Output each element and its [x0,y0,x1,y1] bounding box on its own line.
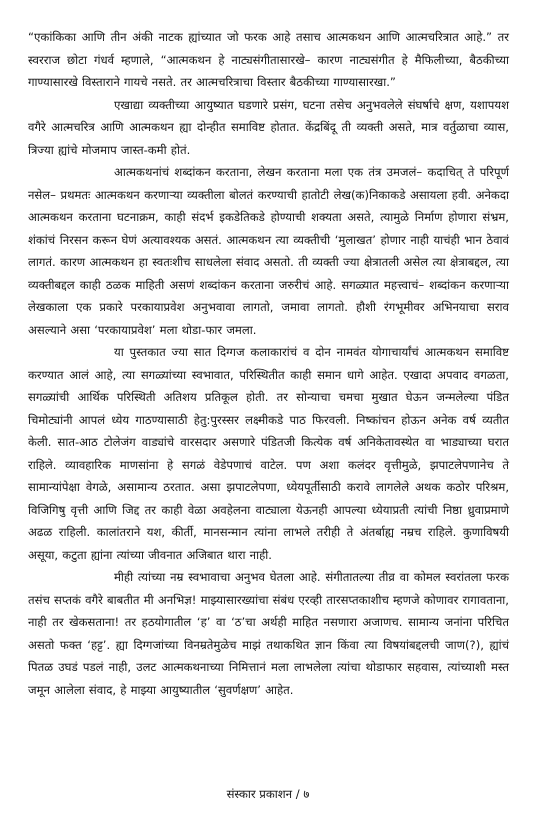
paragraph-life-events: एखाद्या व्यक्तीच्या आयुष्यात घडणारे प्रसंग, घटना तसेच अनुभवलेले संघर्षाचे क्षण, यशापयश वगैरे आत्मचरित्र आणि आत्मकथन ह्या दोन्हीत समाविष्ट होतात. केंद्रबिंदू ती व्यक्ती असते, मात्र वर्तुळाचा व्यास, त्रिज्या ह्यांचे मोजमाप जास्त-कमी होतं. [28,97,509,157]
page-footer: संस्कार प्रकाशन / ७ [226,787,310,801]
paragraph-artists: या पुस्तकात ज्या सात दिग्गज कलाकारांचं व दोन नामवंत योगाचार्यांचं आत्मकथन समाविष्ट करण्यात आलं आहे, त्या सगळ्यांच्या स्वभावात, परिस्थितीत काही समान धागे आहेत. एखादा अपवाद वगळता, सगळ्यांची आर्थिक परिस्थिती अतिशय प्रतिकूल होती. तर सोन्याचा चमचा मुखात घेऊन जन्मलेल्या पंडित चिमोट्यांनी आपलं ध्येय गाठण्यासाठी हेतु:पुरस्सर लक्ष्मीकडे पाठ फिरवली. निष्कांचन होऊन अनेक वर्ष व्यतीत केली. सात-आठ टोलेजंग वाड्यांचे वारसदार असणारे पंडितजी कित्येक वर्ष अनिकेतावस्थेत वा भाड्याच्या घरात राहिले. व्यावहारिक माणसांना हे सगळं वेडेपणाचं वाटेल. पण अशा कलंदर वृत्तीमुळे, झपाटलेपणानेच ते सामान्यांपेक्षा वेगळे, असामान्य ठरतात. असा झपाटलेपणा, ध्येयपूर्तीसाठी करावे लागलेले अथक कठोर परिश्रम, विजिगिषु वृत्ती आणि जिद्द तर काही वेळा अवहेलना वाट्याला येऊनही आपल्या ध्येयाप्रती त्यांची निष्ठा ध्रुवाप्रमाणे अढळ राहिली. कालांतराने यश, कीर्ती, मानसन्मान त्यांना लाभले तरीही ते अंतर्बाह्य नम्रच राहिले. कुणाविषयी असूया, कटुता ह्यांना त्यांच्या जीवनात अजिबात थारा नाही. [28,345,509,562]
paragraph-quote: “एकांकिका आणि तीन अंकी नाटक ह्यांच्यात जो फरक आहे तसाच आत्मकथन आणि आत्मचरित्रात आहे.” तर स्वरराज छोटा गंधर्व म्हणाले, “आत्मकथन हे नाट्यसंगीतासारखे– कारण नाट्यसंगीत हे मैफिलीच्या, बैठकीच्या गाण्यासारखे विस्ताराने गायचे नसते. तर आत्मचरित्राचा विस्तार बैठकीच्या गाण्यासारखा.” [28,30,509,89]
paragraph-experience: मीही त्यांच्या नम्र स्वभावाचा अनुभव घेतला आहे. संगीतातल्या तीव्र वा कोमल स्वरांतला फरक तसंच सप्तकं वगैरे बाबतीत मी अनभिज्ञ! माझ्यासारख्यांचा संबंध एरव्ही तारसप्तकाशीच म्हणजे कोणावर रागावताना, नाही तर खेकसताना! तर हठयोगातील ‘ह’ वा ‘ठ’चा अर्थही माहित नसणारा अजाणच. सामान्य जनांना परिचित असतो फक्त ‘हट्ट’. ह्या दिग्गजांच्या विनम्रतेमुळेच माझं तथाकथित ज्ञान किंवा त्या विषयांबद्दलची जाण(?), ह्यांचं पितळ उघडं पडलं नाही, उलट आत्मकथनाच्या निमित्तानं मला लाभलेला त्यांचा थोडाफार सहवास, त्यांच्याशी मस्त जमून आलेला संवाद, हे माझ्या आयुष्यातील ‘सुवर्णक्षण’ आहेत. [28,570,509,697]
paragraph-technique: आत्मकथनांचं शब्दांकन करताना, लेखन करताना मला एक तंत्र उमजलं– कदाचित् ते परिपूर्ण नसेल– प्रथमतः आत्मकथन करणाऱ्या व्यक्तीला बोलतं करण्याची हातोटी लेख(क)निकाकडे असायला हवी. अनेकदा आत्मकथन करताना घटनाक्रम, काही संदर्भ इकडेतिकडे होण्याची शक्यता असते, त्यामुळे निर्माण होणारा संभ्रम, शंकांचं निरसन करून घेणं अत्यावश्यक असतं. आत्मकथन त्या व्यक्तीची ‘मुलाखत’ होणार नाही याचंही भान ठेवावं लागतं. कारण आत्मकथन हा स्वतःशीच साधलेला संवाद असतो. ती व्यक्ती ज्या क्षेत्रातली असेल त्या क्षेत्राबद्दल, त्या व्यक्तीबद्दल काही ठळक माहिती असणं शब्दांकन करताना जरुरीचं आहे. सगळ्यात महत्त्वाचं– शब्दांकन करणाऱ्या लेखकाला एक प्रकारे परकायाप्रवेश अनुभवावा लागतो, जमावा लागतो. हौशी रंगभूमीवर अभिनयाचा सराव असल्याने असा ‘परकायाप्रवेश’ मला थोडा-फार जमला. [28,165,509,337]
